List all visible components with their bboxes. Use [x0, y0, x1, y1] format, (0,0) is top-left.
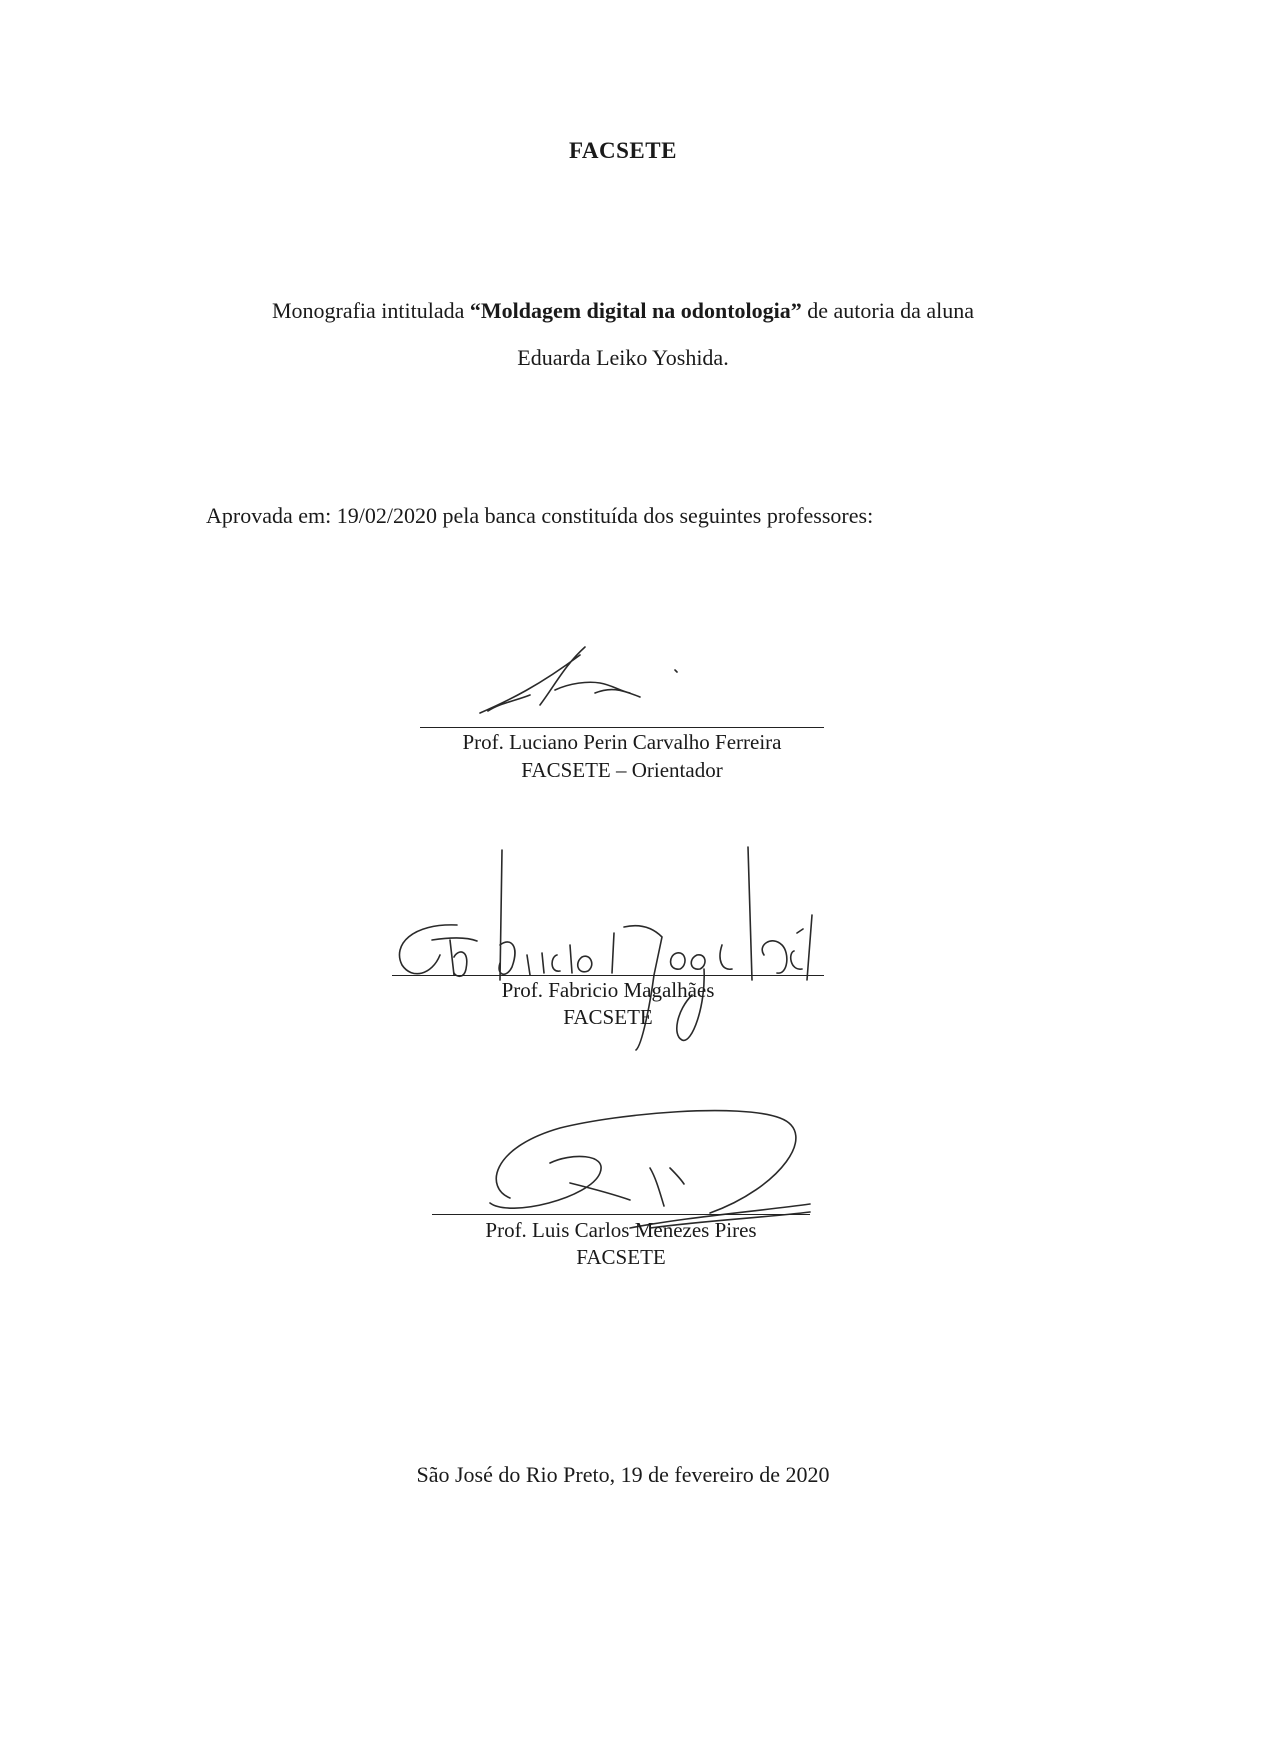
committee-member-name: Prof. Luis Carlos Menezes Pires	[485, 1218, 757, 1242]
author-name: Eduarda Leiko Yoshida.	[517, 345, 729, 370]
committee-member-role: FACSETE	[563, 1005, 653, 1029]
monograph-title: “Moldagem digital na odontologia”	[469, 298, 802, 323]
committee-member-role: FACSETE	[576, 1245, 666, 1269]
approval-statement: Aprovada em: 19/02/2020 pela banca constituída dos seguintes professores:	[206, 503, 874, 528]
committee-member-name: Prof. Luciano Perin Carvalho Ferreira	[462, 730, 782, 754]
handwritten-signature-icon	[470, 645, 690, 720]
institution-name: FACSETE	[569, 138, 677, 163]
monograph-statement	[0, 298, 1246, 324]
handwritten-signature-icon	[480, 1108, 820, 1228]
signature-line	[392, 975, 824, 976]
monograph-suffix: de autoria da aluna	[801, 298, 975, 323]
signature-line	[420, 727, 824, 728]
place-and-date: São José do Rio Preto, 19 de fevereiro de 2020	[416, 1462, 830, 1487]
signature-line	[432, 1214, 810, 1215]
committee-member-name: Prof. Fabricio Magalhães	[501, 978, 715, 1002]
monograph-prefix: Monografia intitulada	[271, 298, 470, 323]
committee-member-role: FACSETE – Orientador	[521, 758, 723, 782]
